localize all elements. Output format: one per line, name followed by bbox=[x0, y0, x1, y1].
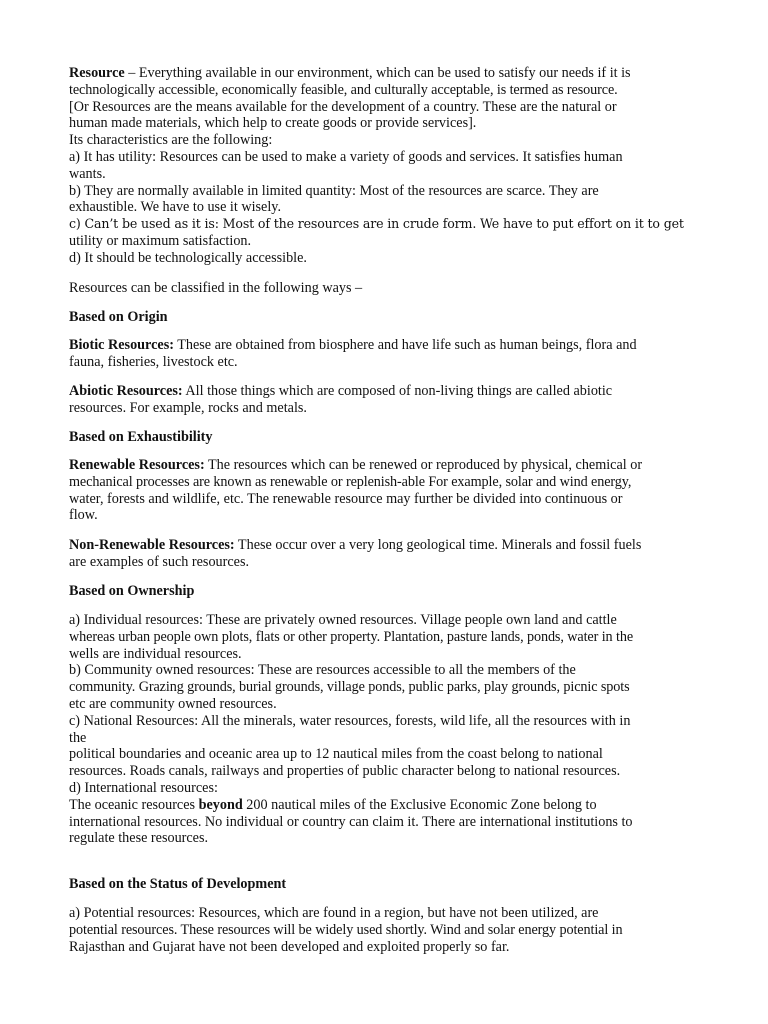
resource-term: Resource bbox=[69, 65, 125, 81]
definition-line: technologically accessible, economically feasible, and culturally acceptable, is termed as resource. bbox=[69, 81, 618, 98]
characteristic-item: b) They are normally available in limited quantity: Most of the resources are scarce. They are bbox=[69, 182, 599, 199]
definition-line: Resource – Everything available in our environment, which can be used to satisfy our needs if it is bbox=[69, 65, 631, 81]
non-renewable-term: Non-Renewable Resources: bbox=[69, 537, 235, 553]
biotic-term: Biotic Resources: bbox=[69, 337, 174, 353]
ownership-line: community. Grazing grounds, burial grounds, village ponds, public parks, play grounds, picnic spots bbox=[69, 679, 630, 696]
status-line: potential resources. These resources will be widely used shortly. Wind and solar energy potential in bbox=[69, 921, 623, 938]
renewable-term: Renewable Resources: bbox=[69, 457, 205, 473]
characteristic-item: wants. bbox=[69, 165, 106, 182]
status-line: Rajasthan and Gujarat have not been developed and exploited properly so far. bbox=[69, 938, 510, 955]
ownership-line: a) Individual resources: These are privately owned resources. Village people own land and cattle bbox=[69, 612, 617, 628]
section-heading-exhaustibility: Based on Exhaustibility bbox=[69, 429, 213, 445]
section-heading-origin: Based on Origin bbox=[69, 309, 168, 325]
characteristic-item: a) It has utility: Resources can be used to make a variety of goods and services. It satisfies human bbox=[69, 148, 623, 165]
ownership-line: resources. Roads canals, railways and properties of public character belong to national resources. bbox=[69, 763, 621, 780]
characteristics-intro: Its characteristics are the following: bbox=[69, 132, 273, 149]
ownership-line: regulate these resources. bbox=[69, 830, 209, 847]
ownership-line: whereas urban people own plots, flats or other property. Plantation, pasture lands, ponds, water in the bbox=[69, 628, 634, 645]
classification-intro: Resources can be classified in the following ways – bbox=[69, 280, 363, 296]
ownership-line: c) National Resources: All the minerals, water resources, forests, wild life, all the resources with in bbox=[69, 712, 631, 729]
ownership-line: international resources. No individual or country can claim it. There are international institutions to bbox=[69, 813, 633, 830]
ownership-paragraph bbox=[69, 612, 709, 847]
ownership-line: etc are community owned resources. bbox=[69, 695, 277, 712]
abiotic-paragraph: Abiotic Resources: All those things which are composed of non-living things are called abiotic resources. For example, rocks and metals. bbox=[69, 383, 613, 416]
definition-line: human made materials, which help to create goods or provide services]. bbox=[69, 115, 477, 132]
ownership-line: b) Community owned resources: These are resources accessible to all the members of the bbox=[69, 662, 576, 679]
non-renewable-paragraph: Non-Renewable Resources: These occur over a very long geological time. Minerals and fossil fuels are examples of such resources. bbox=[69, 537, 642, 570]
characteristic-item: utility or maximum satisfaction. bbox=[69, 232, 252, 249]
ownership-line: The oceanic resources beyond 200 nautical miles of the Exclusive Economic Zone belong to bbox=[69, 796, 597, 813]
characteristic-item: d) It should be technologically accessible. bbox=[69, 249, 307, 266]
section-heading-ownership: Based on Ownership bbox=[69, 583, 195, 599]
biotic-paragraph: Biotic Resources: These are obtained from biosphere and have life such as human beings, flora and fauna, fisheries, livestock etc. bbox=[69, 337, 637, 370]
abiotic-term: Abiotic Resources: bbox=[69, 383, 183, 399]
status-line: a) Potential resources: Resources, which are found in a region, but have not been utilized, are bbox=[69, 905, 599, 921]
renewable-paragraph: Renewable Resources: The resources which can be renewed or reproduced by physical, chemical or mechanical processes are known as renewable or replenish-able For example, solar and wind energy, water, forests and wildlife, etc. The renewable resource may further be divided into continuous or flow. bbox=[69, 457, 643, 524]
characteristic-item: exhaustible. We have to use it wisely. bbox=[69, 199, 282, 216]
characteristic-item: c) Can’t be used as it is: Most of the resources are in crude form. We have to put effort on it to get bbox=[69, 216, 684, 232]
ownership-line: d) International resources: bbox=[69, 779, 218, 796]
definition-line: [Or Resources are the means available for the development of a country. These are the natural or bbox=[69, 98, 617, 115]
ownership-line: the bbox=[69, 729, 87, 746]
status-paragraph bbox=[69, 905, 709, 955]
beyond-emphasis: beyond bbox=[198, 796, 243, 813]
ownership-line: wells are individual resources. bbox=[69, 645, 242, 662]
ownership-line: political boundaries and oceanic area up to 12 nautical miles from the coast belong to national bbox=[69, 746, 603, 763]
section-heading-status: Based on the Status of Development bbox=[69, 876, 287, 892]
resource-definition bbox=[69, 65, 709, 267]
